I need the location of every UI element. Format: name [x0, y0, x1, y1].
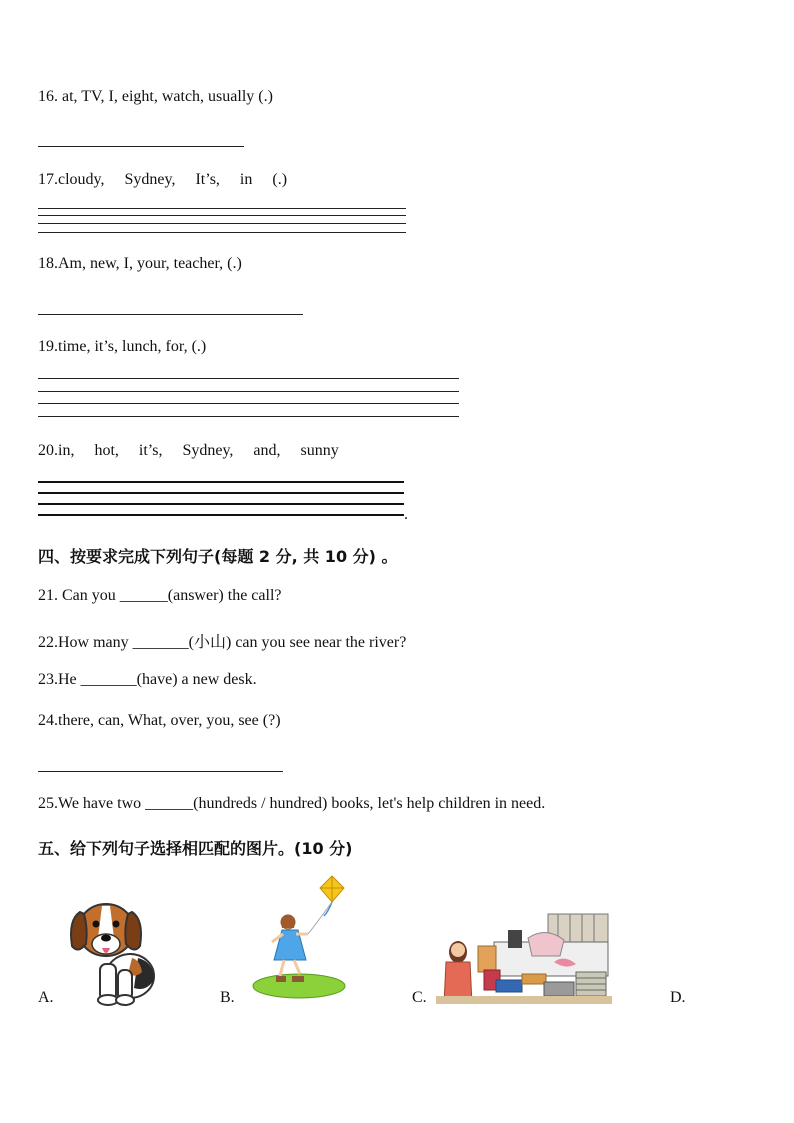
question-20: 20.in, hot, it’s, Sydney, and, sunny: [38, 442, 339, 459]
question-21: 21. Can you ______(answer) the call?: [38, 587, 282, 604]
option-a-label: A.: [38, 989, 54, 1006]
question-24: 24.there, can, What, over, you, see (?): [38, 712, 281, 729]
question-18: 18.Am, new, I, your, teacher, (.): [38, 255, 242, 272]
answer-line-17a[interactable]: [38, 208, 406, 209]
answer-line-19c[interactable]: [38, 403, 459, 404]
dog-image: [62, 888, 162, 1006]
answer-line-19b[interactable]: [38, 391, 459, 392]
answer-line-18[interactable]: [38, 314, 303, 315]
answer-line-19d[interactable]: [38, 416, 459, 417]
question-19: 19.time, it’s, lunch, for, (.): [38, 338, 207, 355]
question-16: 16. at, TV, I, eight, watch, usually (.): [38, 88, 273, 105]
answer-line-17b[interactable]: [38, 215, 406, 216]
messy-room-image: [436, 912, 612, 1004]
answer-line-20c[interactable]: [38, 503, 404, 505]
option-b-label: B.: [220, 989, 235, 1006]
answer-line-24[interactable]: [38, 771, 283, 772]
section-4-title: 四、按要求完成下列句子(每题 2 分, 共 10 分) 。: [38, 547, 398, 566]
question-25: 25.We have two ______(hundreds / hundred) books, let's help children in need.: [38, 795, 546, 812]
answer-line-20b[interactable]: [38, 492, 404, 494]
option-d-label: D.: [670, 989, 686, 1006]
answer-line-20a[interactable]: [38, 481, 404, 483]
answer-line-17d[interactable]: [38, 232, 406, 233]
section-5-title: 五、给下列句子选择相匹配的图片。(10 分): [38, 839, 353, 858]
question-20-period: .: [404, 506, 408, 523]
question-23: 23.He _______(have) a new desk.: [38, 671, 257, 688]
option-c-label: C.: [412, 989, 427, 1006]
answer-line-16[interactable]: [38, 146, 244, 147]
question-17: 17.cloudy, Sydney, It’s, in (.): [38, 171, 288, 188]
answer-line-17c[interactable]: [38, 223, 406, 224]
question-22: 22.How many _______(小山) can you see near the river?: [38, 634, 407, 651]
answer-line-20d[interactable]: [38, 514, 404, 516]
answer-line-19a[interactable]: [38, 378, 459, 379]
kite-girl-image: [252, 872, 352, 1002]
